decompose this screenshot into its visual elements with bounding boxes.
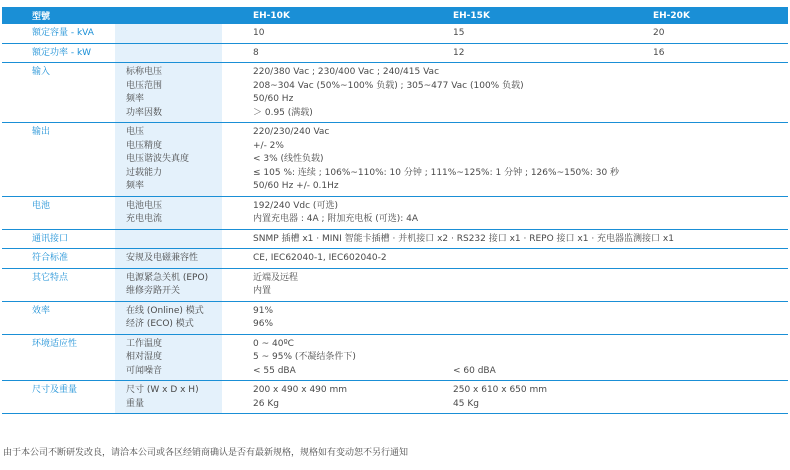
value-line: < 3% (线性负载) xyxy=(253,154,324,164)
value-line xyxy=(653,351,788,365)
category-label: 通讯接口 xyxy=(2,229,115,249)
sub-label: 标称电压 xyxy=(126,67,163,77)
category-label: 額定容量 - kVA xyxy=(2,24,115,43)
sub-label: 电压精度 xyxy=(126,140,163,151)
spec-row xyxy=(2,249,788,269)
value-line: 220/230/240 Vac xyxy=(253,127,330,137)
category-label: 效率 xyxy=(2,301,115,334)
sub-label-cell xyxy=(115,229,222,249)
sub-label: 维修旁路开关 xyxy=(126,286,181,296)
value-line: 15 xyxy=(453,28,465,38)
sub-label-cell xyxy=(115,249,222,269)
sub-label-cell xyxy=(115,381,222,414)
value-line: 26 Kg xyxy=(253,398,279,409)
sub-label: 重量 xyxy=(126,398,145,409)
sub-label-cell xyxy=(115,63,222,123)
value-line: 10 xyxy=(253,28,265,38)
sub-label: 工作温度 xyxy=(126,338,163,349)
spec-row xyxy=(2,63,788,123)
value-line: 50/60 Hz xyxy=(253,94,294,104)
sub-label: 频率 xyxy=(126,94,145,104)
value-line: 0 ~ 40ºC xyxy=(253,338,294,349)
value-cell xyxy=(222,249,788,269)
value-cell xyxy=(222,24,422,43)
category-label: 額定功率 - kW xyxy=(2,43,115,63)
sub-label xyxy=(126,233,222,247)
sub-label: 相对湿度 xyxy=(126,352,163,362)
category-label: 符合标准 xyxy=(2,249,115,269)
sub-label-cell xyxy=(115,196,222,229)
spec-row xyxy=(2,24,788,43)
sub-label xyxy=(126,27,222,41)
value-line: ＞ 0.95 (满载) xyxy=(253,107,313,118)
value-line: 96% xyxy=(253,319,274,329)
value-line: 20 xyxy=(653,28,665,38)
value-cell xyxy=(222,229,788,249)
value-line: 200 x 490 x 490 mm xyxy=(253,385,348,395)
value-cell xyxy=(622,43,788,63)
value-line: 91% xyxy=(253,305,274,316)
model-header: 型號 xyxy=(2,7,115,24)
spec-row xyxy=(2,196,788,229)
sub-label-cell xyxy=(115,43,222,63)
spec-row xyxy=(2,123,788,197)
sub-label: 电压 xyxy=(126,127,145,137)
sub-label: 充电电流 xyxy=(126,214,163,224)
sub-label: 电压范围 xyxy=(126,80,163,91)
sub-label: 在线 (Online) 模式 xyxy=(126,305,204,316)
sub-label: 电源紧急关机 (EPO) xyxy=(126,272,209,283)
value-line: 近端及远程 xyxy=(253,272,299,283)
value-cell xyxy=(222,196,788,229)
value-line: 5 ~ 95% (不凝结条件下) xyxy=(253,352,356,362)
value-line: ≤ 105 %: 连续 ; 106%~110%: 10 分钟 ; 111%~125%: 1 分钟 ; 126%~150%: 30 秒 xyxy=(253,167,620,178)
value-line xyxy=(653,338,788,352)
value-cell xyxy=(222,301,788,334)
model-name: EH-10K xyxy=(222,7,422,24)
spec-row xyxy=(2,229,788,249)
value-line: 50/60 Hz +/- 0.1Hz xyxy=(253,181,339,191)
value-cell xyxy=(622,381,788,414)
value-line: 192/240 Vdc (可选) xyxy=(253,200,338,211)
spec-row xyxy=(2,301,788,334)
value-line: < 55 dBA xyxy=(253,365,296,376)
sub-label-cell xyxy=(115,268,222,301)
model-name: EH-15K xyxy=(422,7,622,24)
value-cell xyxy=(422,381,622,414)
spec-row xyxy=(2,43,788,63)
value-line: 内置充电器 : 4A ; 附加充电板 (可选): 4A xyxy=(253,214,419,224)
sub-label-cell xyxy=(115,123,222,197)
value-cell xyxy=(222,268,788,301)
value-line: 内置 xyxy=(253,286,272,296)
category-label: 电池 xyxy=(2,196,115,229)
value-line xyxy=(453,351,622,365)
value-cell xyxy=(222,123,788,197)
value-line: 250 x 610 x 650 mm xyxy=(453,385,548,395)
sub-label: 频率 xyxy=(126,181,145,191)
value-cell xyxy=(222,381,422,414)
sub-label: 功率因数 xyxy=(126,107,163,118)
category-label: 尺寸及重量 xyxy=(2,381,115,414)
spec-row xyxy=(2,268,788,301)
value-line: 8 xyxy=(253,47,259,58)
header-row xyxy=(2,7,788,24)
sub-label xyxy=(126,47,222,61)
sub-header-blank xyxy=(115,7,222,24)
value-line xyxy=(653,384,788,398)
value-line xyxy=(453,338,622,352)
value-line: 220/380 Vac ; 230/400 Vac ; 240/415 Vac xyxy=(253,67,440,77)
category-label: 环境适应性 xyxy=(2,334,115,381)
sub-label: 尺寸 (W x D x H) xyxy=(126,385,199,395)
footer-note: 由于本公司不断研发改良，请洽本公司或各区经销商确认是否有最新规格，规格如有变动恕不另行通知 xyxy=(3,448,409,458)
sub-label: 电压谐波失真度 xyxy=(126,154,190,164)
value-line: < 60 dBA xyxy=(453,365,496,376)
value-line: 16 xyxy=(653,47,665,58)
value-line: 208~304 Vac (50%~100% 负载) ; 305~477 Vac (100% 负载) xyxy=(253,80,524,91)
category-label: 输出 xyxy=(2,123,115,197)
sub-label: 可闻噪音 xyxy=(126,365,163,376)
sub-label-cell xyxy=(115,301,222,334)
value-line: SNMP 插槽 x1 · MINI 智能卡插槽 · 并机接口 x2 · RS232 接口 x1 · REPO 接口 x1 · 充电器监测接口 x1 xyxy=(253,233,674,244)
value-cell xyxy=(422,24,622,43)
spec-row xyxy=(2,334,788,381)
sub-label-cell xyxy=(115,24,222,43)
category-label: 其它特点 xyxy=(2,268,115,301)
value-line: 12 xyxy=(453,47,465,58)
value-line: 45 Kg xyxy=(453,398,479,409)
value-cell xyxy=(222,334,422,381)
sub-label: 安规及电磁兼容性 xyxy=(126,253,199,263)
sub-label: 电池电压 xyxy=(126,200,163,211)
category-label: 输入 xyxy=(2,63,115,123)
spec-table xyxy=(2,7,788,414)
value-line: +/- 2% xyxy=(253,140,284,151)
sub-label-cell xyxy=(115,334,222,381)
spec-row xyxy=(2,381,788,414)
value-cell xyxy=(622,24,788,43)
value-cell xyxy=(422,43,622,63)
value-line xyxy=(653,398,788,412)
sub-label: 经济 (ECO) 模式 xyxy=(126,319,194,329)
value-cell xyxy=(222,63,788,123)
sub-label: 过载能力 xyxy=(126,167,163,178)
value-cell xyxy=(222,43,422,63)
value-line xyxy=(653,365,788,379)
model-name: EH-20K xyxy=(622,7,788,24)
value-cell xyxy=(422,334,622,381)
value-line: CE, IEC62040-1, IEC602040-2 xyxy=(253,253,387,263)
value-cell xyxy=(622,334,788,381)
